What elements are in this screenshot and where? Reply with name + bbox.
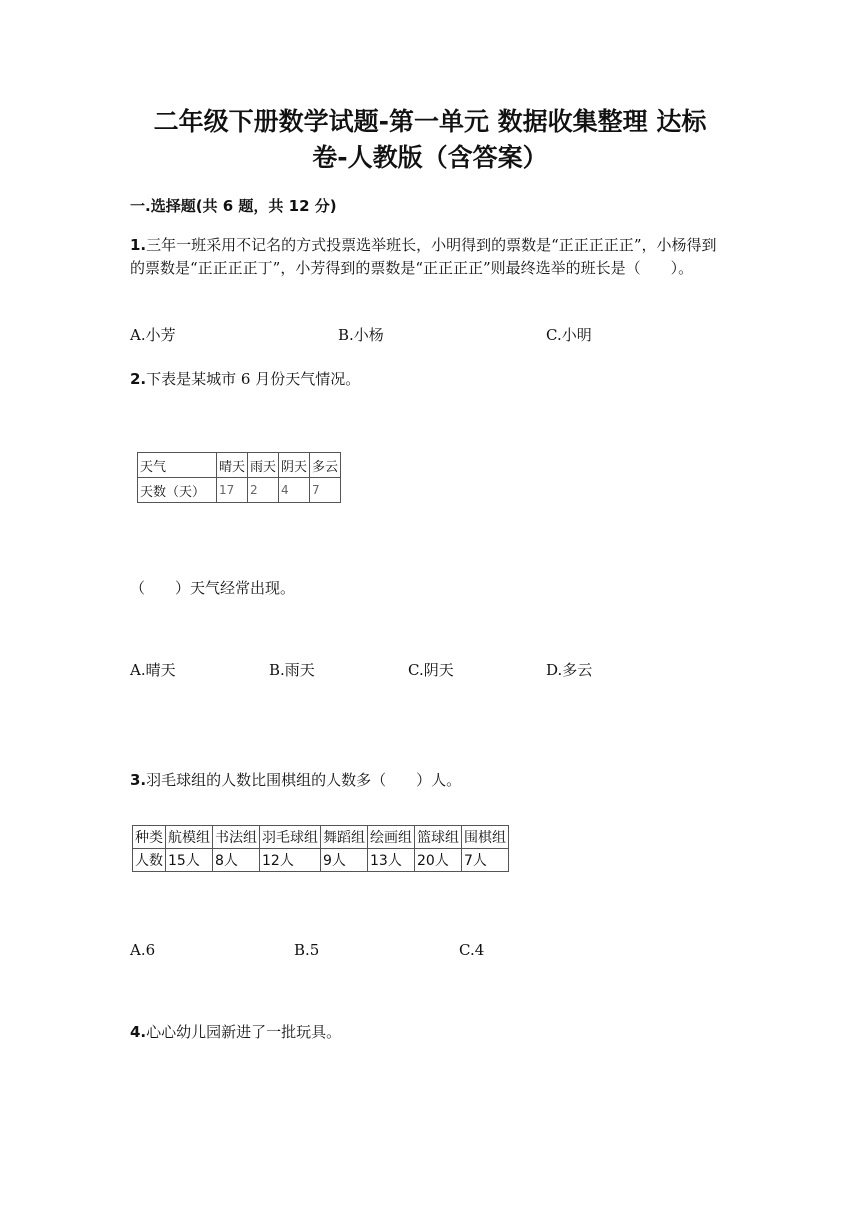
question-2-prompt: （ ）天气经常出现。 [130,579,296,597]
question-4 [130,1021,730,1044]
table-cell: 9人 [321,849,368,872]
table-cell: 多云 [310,453,341,478]
table-cell: 晴天 [217,453,248,478]
option-b[interactable]: B.5 [294,941,320,959]
option-c[interactable]: C.4 [459,941,485,959]
table-cell: 13人 [368,849,415,872]
table-cell: 天数（天） [138,478,217,503]
table-cell: 20人 [415,849,462,872]
option-c[interactable]: C.阴天 [408,661,454,679]
table-cell: 种类 [133,826,166,849]
question-1 [130,234,730,280]
question-text: 羽毛球组的人数比围棋组的人数多（ ）人。 [146,771,462,789]
table-row [138,478,341,503]
table-cell: 7 [310,478,341,503]
option-a[interactable]: A.6 [130,941,156,959]
table-cell: 舞蹈组 [321,826,368,849]
option-b[interactable]: B.雨天 [269,661,315,679]
group-table [132,825,509,872]
table-cell: 绘画组 [368,826,415,849]
section-heading: 一.选择题(共 6 题，共 12 分) [130,197,337,215]
option-b[interactable]: B.小杨 [338,326,384,344]
question-3 [130,769,730,792]
table-row [133,826,509,849]
table-cell: 天气 [138,453,217,478]
weather-table [137,452,341,503]
table-row [138,453,341,478]
table-cell: 4 [279,478,310,503]
table-cell: 篮球组 [415,826,462,849]
table-cell: 8人 [213,849,260,872]
table-cell: 2 [248,478,279,503]
question-number: 2. [130,370,147,388]
title-line-2: 卷-人教版（含答案） [312,143,548,172]
question-text: 下表是某城市 6 月份天气情况。 [146,370,361,388]
table-cell: 围棋组 [462,826,509,849]
table-cell: 书法组 [213,826,260,849]
table-cell: 12人 [260,849,321,872]
question-text: 三年一班采用不记名的方式投票选举班长，小明得到的票数是“正正正正正”，小杨得到的票数是“正正正正丁”，小芳得到的票数是“正正正正”则最终选举的班长是（ ）。 [130,236,717,277]
table-cell: 阴天 [279,453,310,478]
table-cell: 7人 [462,849,509,872]
table-cell: 航模组 [166,826,213,849]
table-cell: 雨天 [248,453,279,478]
question-2 [130,368,730,391]
question-number: 4. [130,1023,147,1041]
question-text: 心心幼儿园新进了一批玩具。 [146,1023,342,1041]
question-number: 3. [130,771,147,789]
table-cell: 人数 [133,849,166,872]
option-a[interactable]: A.晴天 [130,661,176,679]
option-a[interactable]: A.小芳 [130,326,176,344]
question-number: 1. [130,236,147,254]
table-cell: 15人 [166,849,213,872]
title-line-1: 二年级下册数学试题-第一单元 数据收集整理 达标 [153,107,707,136]
option-d[interactable]: D.多云 [546,661,593,679]
table-row [133,849,509,872]
table-cell: 17 [217,478,248,503]
option-c[interactable]: C.小明 [546,326,592,344]
document-title [0,104,860,176]
table-cell: 羽毛球组 [260,826,321,849]
